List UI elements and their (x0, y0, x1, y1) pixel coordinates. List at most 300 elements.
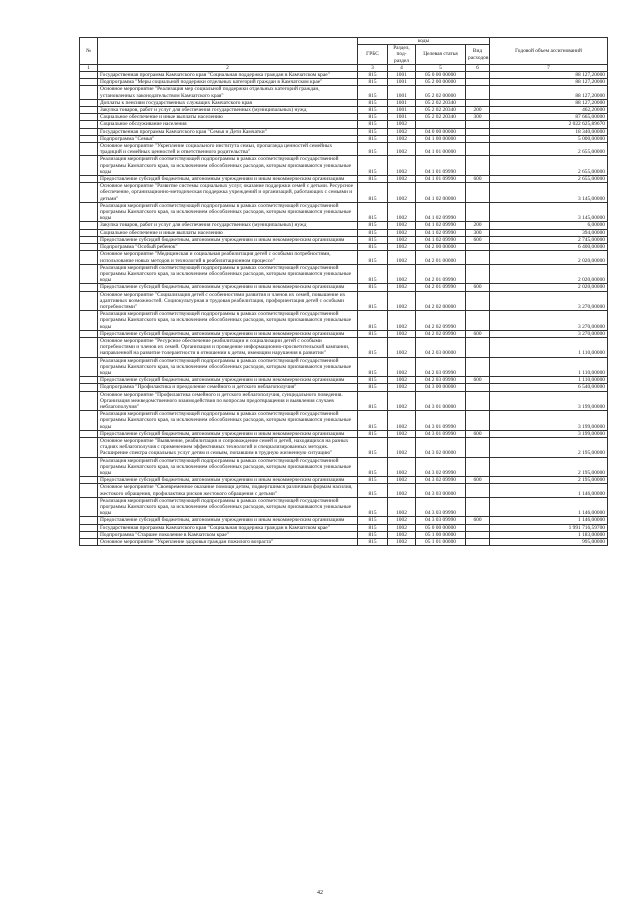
expense-type-code (466, 497, 490, 517)
item-name: Предоставление субсидий бюджетным, автономным учреждениям и иным некоммерческим организациям (98, 377, 358, 384)
target-article-code: 04 2 03 09990 (416, 377, 466, 384)
expense-type-code: 600 (466, 477, 490, 484)
table-row (80, 176, 608, 183)
target-article-code: 04 2 02 00000 (416, 291, 466, 311)
expense-type-code (466, 484, 490, 497)
item-name: Реализация мероприятий соответствующей подпрограммы в рамках соответствующей государственной программы Камчатского края, за исключением обособленных расходов, которым присваиваются уникальные коды (98, 411, 358, 431)
table-row (80, 330, 608, 337)
row-number (80, 437, 98, 457)
target-article-code (416, 121, 466, 128)
header-codes: коды (358, 38, 490, 45)
razdel-code: 1002 (388, 437, 416, 457)
target-article-code: 04 3 03 00000 (416, 484, 466, 497)
table-row (80, 114, 608, 121)
expense-type-code (466, 128, 490, 135)
col-num: 2 (98, 64, 358, 71)
item-name: Основное мероприятие "Медицинская и социальная реабилитация детей с особыми потребностями, использование новых методов и технологий в реабилитационном процессе" (98, 251, 358, 264)
column-number-row (80, 64, 608, 71)
col-num: 3 (358, 64, 388, 71)
expense-type-code (466, 337, 490, 357)
row-number (80, 391, 98, 411)
amount-value: 1 110,00000 (490, 377, 608, 384)
amount-value: 88 127,20000 (490, 72, 608, 79)
row-number (80, 86, 98, 99)
grbs-code: 815 (358, 539, 388, 546)
grbs-code: 815 (358, 156, 388, 176)
amount-value: 3 145,00000 (490, 202, 608, 222)
razdel-code: 1002 (388, 457, 416, 477)
amount-value: 6 400,00000 (490, 244, 608, 251)
expense-type-code (466, 135, 490, 142)
razdel-code: 1002 (388, 128, 416, 135)
amount-value: 3 270,00000 (490, 330, 608, 337)
target-article-code: 05 2 02 00000 (416, 86, 466, 99)
amount-value: 2 195,00000 (490, 477, 608, 484)
target-article-code: 04 1 02 09990 (416, 222, 466, 229)
col-num: 1 (80, 64, 98, 71)
item-name: Реализация мероприятий соответствующей подпрограммы в рамках соответствующей государственной программы Камчатского края, за исключением обособленных расходов, которым присваиваются уникальные коды (98, 202, 358, 222)
table-row (80, 143, 608, 156)
razdel-code: 1001 (388, 79, 416, 86)
item-name: Подпрограмма "Меры социальной поддержки отдельных категорий граждан в Камчатском крае" (98, 79, 358, 86)
col-num: 4 (388, 64, 416, 71)
header-row-1 (80, 38, 608, 45)
target-article-code: 04 3 01 09990 (416, 411, 466, 431)
table-row (80, 264, 608, 284)
target-article-code: 04 2 01 09990 (416, 284, 466, 291)
grbs-code: 815 (358, 86, 388, 99)
item-name: Основное мероприятие "Ресурсное обеспечение реабилитации и социализации детей с особыми потребностями и членов их семей. Организация и проведение информационно-просветительской кампании, направленной на развитие толерантности в отношении к детям, имеющим нарушения в развитии" (98, 337, 358, 357)
amount-value: 6 540,00000 (490, 384, 608, 391)
grbs-code: 815 (358, 497, 388, 517)
table-row (80, 236, 608, 243)
target-article-code: 05 2 02 20340 (416, 114, 466, 121)
row-number (80, 72, 98, 79)
item-name: Реализация мероприятий соответствующей подпрограммы в рамках соответствующей государственной программы Камчатского края, за исключением обособленных расходов, которым присваиваются уникальные коды (98, 497, 358, 517)
row-number (80, 107, 98, 114)
table-row (80, 229, 608, 236)
grbs-code: 815 (358, 524, 388, 531)
table-row (80, 107, 608, 114)
item-name: Основное мероприятие "Выявление, реабилитация и сопровождение семей и детей, находящихся на разных стадиях неблагополучия с применением эффективных технологий и специализированных методик. Расширение спектра социальных услуг детям и семьям, попавшим в трудную жизненную ситуацию" (98, 437, 358, 457)
expense-type-code: 200 (466, 107, 490, 114)
amount-value: 1 146,00000 (490, 517, 608, 524)
row-number (80, 291, 98, 311)
grbs-code: 815 (358, 531, 388, 538)
table-row (80, 128, 608, 135)
table-row (80, 72, 608, 79)
grbs-code: 815 (358, 291, 388, 311)
row-number (80, 244, 98, 251)
amount-value: 1 146,00000 (490, 497, 608, 517)
expense-type-code (466, 357, 490, 377)
table-row (80, 524, 608, 531)
amount-value: 3 199,00000 (490, 391, 608, 411)
grbs-code: 815 (358, 437, 388, 457)
item-name: Подпрограмма "Особый ребенок" (98, 244, 358, 251)
grbs-code: 815 (358, 330, 388, 337)
target-article-code: 05 0 00 00000 (416, 72, 466, 79)
expense-type-code (466, 457, 490, 477)
target-article-code: 04 3 01 00000 (416, 391, 466, 411)
row-number (80, 236, 98, 243)
razdel-code: 1002 (388, 337, 416, 357)
razdel-code: 1002 (388, 517, 416, 524)
table-row (80, 86, 608, 99)
item-name: Подпрограмма "Семья" (98, 135, 358, 142)
row-number (80, 357, 98, 377)
table-row (80, 477, 608, 484)
razdel-code: 1002 (388, 143, 416, 156)
grbs-code: 815 (358, 477, 388, 484)
target-article-code: 04 1 01 09990 (416, 176, 466, 183)
expense-type-code: 600 (466, 236, 490, 243)
razdel-code: 1002 (388, 477, 416, 484)
amount-value: 1 110,00000 (490, 357, 608, 377)
expense-type-code: 300 (466, 229, 490, 236)
amount-value: 1 991 716,59700 (490, 524, 608, 531)
target-article-code: 04 3 01 09990 (416, 430, 466, 437)
row-number (80, 229, 98, 236)
amount-value: 2 745,00000 (490, 236, 608, 243)
razdel-code: 1001 (388, 107, 416, 114)
table-row (80, 497, 608, 517)
table-row (80, 156, 608, 176)
amount-value: 88 127,20000 (490, 99, 608, 106)
table-row (80, 183, 608, 203)
grbs-code: 815 (358, 337, 388, 357)
expense-type-code (466, 156, 490, 176)
table-row (80, 517, 608, 524)
razdel-code: 1002 (388, 430, 416, 437)
row-number (80, 477, 98, 484)
item-name: Подпрограмма "Профилактика и преодоление семейного и детского неблагополучия" (98, 384, 358, 391)
razdel-code: 1002 (388, 357, 416, 377)
grbs-code: 815 (358, 411, 388, 431)
amount-value: 3 270,00000 (490, 291, 608, 311)
amount-value: 3 145,00000 (490, 183, 608, 203)
item-name: Основное мероприятие "Укрепление здоровья граждан пожилого возраста" (98, 539, 358, 546)
expense-type-code (466, 121, 490, 128)
amount-value: 88 127,20000 (490, 86, 608, 99)
target-article-code: 04 1 01 00000 (416, 143, 466, 156)
row-number (80, 79, 98, 86)
expense-type-code (466, 202, 490, 222)
grbs-code: 815 (358, 121, 388, 128)
table-row (80, 284, 608, 291)
item-name: Основное мероприятие "Реализация мер социальной поддержки отдельных категорий граждан, установленных законодательством Камчатского края" (98, 86, 358, 99)
col-num: 6 (466, 64, 490, 71)
target-article-code: 04 0 00 00000 (416, 128, 466, 135)
target-article-code: 04 2 02 09990 (416, 330, 466, 337)
target-article-code: 04 1 00 00000 (416, 135, 466, 142)
row-number (80, 384, 98, 391)
header-grbs: ГРБС (358, 45, 388, 65)
item-name: Предоставление субсидий бюджетным, автономным учреждениям и иным некоммерческим организациям (98, 517, 358, 524)
expense-type-code: 600 (466, 517, 490, 524)
expense-type-code (466, 72, 490, 79)
grbs-code: 815 (358, 384, 388, 391)
table-row (80, 222, 608, 229)
grbs-code: 815 (358, 311, 388, 331)
target-article-code: 04 1 02 09990 (416, 236, 466, 243)
razdel-code: 1002 (388, 411, 416, 431)
item-name: Предоставление субсидий бюджетным, автономным учреждениям и иным некоммерческим организациям (98, 176, 358, 183)
header-razdel: Раздел, под-раздел (388, 45, 416, 65)
razdel-code: 1002 (388, 291, 416, 311)
expense-type-code (466, 391, 490, 411)
header-name (98, 38, 358, 65)
amount-value: 394,00000 (490, 229, 608, 236)
amount-value: 5 000,00000 (490, 135, 608, 142)
target-article-code: 04 3 02 09990 (416, 477, 466, 484)
razdel-code: 1002 (388, 135, 416, 142)
target-article-code: 05 2 02 20340 (416, 99, 466, 106)
target-article-code: 05 1 00 00000 (416, 531, 466, 538)
expense-type-code: 600 (466, 377, 490, 384)
table-row (80, 99, 608, 106)
expense-type-code (466, 79, 490, 86)
header-amount: Годовой объем ассигнований (490, 38, 608, 65)
row-number (80, 524, 98, 531)
grbs-code: 815 (358, 357, 388, 377)
expense-type-code (466, 244, 490, 251)
row-number (80, 264, 98, 284)
table-row (80, 430, 608, 437)
table-row (80, 411, 608, 431)
grbs-code: 815 (358, 222, 388, 229)
row-number (80, 222, 98, 229)
table-row (80, 202, 608, 222)
expense-type-code (466, 311, 490, 331)
table-row (80, 377, 608, 384)
item-name: Подпрограмма "Старшее поколение в Камчатском крае" (98, 531, 358, 538)
row-number (80, 121, 98, 128)
expense-type-code (466, 539, 490, 546)
budget-table (79, 37, 608, 546)
item-name: Доплаты к пенсиям государственных служащих Камчатского края (98, 99, 358, 106)
target-article-code: 05 1 01 00000 (416, 539, 466, 546)
razdel-code: 1001 (388, 72, 416, 79)
row-number (80, 284, 98, 291)
grbs-code: 815 (358, 143, 388, 156)
amount-value: 3 199,00000 (490, 411, 608, 431)
table-row (80, 337, 608, 357)
table-row (80, 357, 608, 377)
target-article-code: 04 2 01 00000 (416, 251, 466, 264)
row-number (80, 183, 98, 203)
grbs-code: 815 (358, 457, 388, 477)
expense-type-code: 600 (466, 284, 490, 291)
row-number (80, 202, 98, 222)
row-number (80, 330, 98, 337)
target-article-code: 04 3 00 00000 (416, 384, 466, 391)
amount-value: 88 127,20000 (490, 79, 608, 86)
razdel-code: 1002 (388, 384, 416, 391)
expense-type-code (466, 264, 490, 284)
grbs-code: 815 (358, 135, 388, 142)
expense-type-code (466, 524, 490, 531)
target-article-code: 04 1 02 00000 (416, 183, 466, 203)
header-csr: Целевая статья (416, 45, 466, 65)
target-article-code: 04 1 02 09990 (416, 202, 466, 222)
grbs-code: 815 (358, 202, 388, 222)
item-name: Предоставление субсидий бюджетным, автономным учреждениям и иным некоммерческим организациям (98, 330, 358, 337)
razdel-code: 1002 (388, 176, 416, 183)
razdel-code: 1002 (388, 183, 416, 203)
amount-value: 2 020,00000 (490, 264, 608, 284)
grbs-code: 815 (358, 264, 388, 284)
razdel-code: 1001 (388, 99, 416, 106)
amount-value: 2 022 625,89670 (490, 121, 608, 128)
expense-type-code: 300 (466, 114, 490, 121)
amount-value: 2 655,00000 (490, 143, 608, 156)
table-row (80, 291, 608, 311)
table-row (80, 311, 608, 331)
item-name: Государственная программа Камчатского края "Социальная поддержка граждан в Камчатском крае" (98, 524, 358, 531)
row-number (80, 135, 98, 142)
razdel-code: 1002 (388, 497, 416, 517)
expense-type-code (466, 531, 490, 538)
row-number (80, 377, 98, 384)
page-number: 42 (317, 890, 323, 896)
target-article-code: 04 1 02 09990 (416, 229, 466, 236)
grbs-code: 815 (358, 391, 388, 411)
razdel-code: 1002 (388, 330, 416, 337)
grbs-code: 815 (358, 79, 388, 86)
target-article-code: 04 2 03 09990 (416, 357, 466, 377)
col-num: 7 (490, 64, 608, 71)
row-number (80, 251, 98, 264)
item-name: Предоставление субсидий бюджетным, автономным учреждениям и иным некоммерческим организациям (98, 284, 358, 291)
table-row (80, 251, 608, 264)
table-row (80, 135, 608, 142)
target-article-code: 04 3 02 09990 (416, 457, 466, 477)
item-name: Реализация мероприятий соответствующей подпрограммы в рамках соответствующей государственной программы Камчатского края, за исключением обособленных расходов, которым присваиваются уникальные коды (98, 156, 358, 176)
razdel-code: 1002 (388, 531, 416, 538)
razdel-code: 1002 (388, 222, 416, 229)
item-name: Социальное обслуживание населения (98, 121, 358, 128)
razdel-code: 1002 (388, 284, 416, 291)
expense-type-code (466, 411, 490, 431)
expense-type-code (466, 384, 490, 391)
expense-type-code: 600 (466, 176, 490, 183)
row-number (80, 497, 98, 517)
target-article-code: 04 3 02 00000 (416, 437, 466, 457)
razdel-code: 1002 (388, 156, 416, 176)
row-number (80, 156, 98, 176)
grbs-code: 815 (358, 236, 388, 243)
razdel-code: 1002 (388, 244, 416, 251)
razdel-code: 1002 (388, 377, 416, 384)
row-number (80, 337, 98, 357)
table-row (80, 79, 608, 86)
grbs-code: 815 (358, 229, 388, 236)
amount-value: 995,00000 (490, 539, 608, 546)
razdel-code: 1002 (388, 539, 416, 546)
target-article-code: 04 3 03 09990 (416, 497, 466, 517)
row-number (80, 430, 98, 437)
target-article-code: 05 2 02 20340 (416, 107, 466, 114)
item-name: Основное мероприятие "Развитие системы социальных услуг, оказание поддержки семей с детьми. Ресурсное обеспечение, организационно-методическая поддержка учреждений и организаций, работающих с семьями и детьми" (98, 183, 358, 203)
grbs-code: 815 (358, 484, 388, 497)
item-name: Реализация мероприятий соответствующей подпрограммы в рамках соответствующей государственной программы Камчатского края, за исключением обособленных расходов, которым присваиваются уникальные коды (98, 264, 358, 284)
amount-value: 2 195,00000 (490, 437, 608, 457)
razdel-code: 1002 (388, 236, 416, 243)
expense-type-code (466, 99, 490, 106)
grbs-code: 815 (358, 284, 388, 291)
table-row (80, 384, 608, 391)
razdel-code: 1002 (388, 264, 416, 284)
grbs-code: 815 (358, 183, 388, 203)
razdel-code: 1002 (388, 229, 416, 236)
item-name: Государственная программа Камчатского края "Социальная поддержка граждан в Камчатском крае" (98, 72, 358, 79)
expense-type-code (466, 143, 490, 156)
item-name: Реализация мероприятий соответствующей подпрограммы в рамках соответствующей государственной программы Камчатского края, за исключением обособленных расходов, которым присваиваются уникальные коды (98, 311, 358, 331)
item-name: Основное мероприятие "Своевременное оказание помощи детям, подвергшимся различным формам насилия, жестокого обращения, профилактика рисков жестокого обращения с детьми" (98, 484, 358, 497)
item-name: Закупка товаров, работ и услуг для обеспечения государственных (муниципальных) нужд (98, 107, 358, 114)
target-article-code: 04 2 01 09990 (416, 264, 466, 284)
amount-value: 18 340,00000 (490, 128, 608, 135)
item-name: Предоставление субсидий бюджетным, автономным учреждениям и иным некоммерческим организациям (98, 430, 358, 437)
item-name: Реализация мероприятий соответствующей подпрограммы в рамках соответствующей государственной программы Камчатского края, за исключением обособленных расходов, которым присваиваются уникальные коды (98, 457, 358, 477)
table-row (80, 457, 608, 477)
razdel-code: 1001 (388, 114, 416, 121)
amount-value: 2 020,00000 (490, 284, 608, 291)
amount-value: 1 110,00000 (490, 337, 608, 357)
table-row (80, 244, 608, 251)
table-row (80, 391, 608, 411)
razdel-code: 1002 (388, 251, 416, 264)
amount-value: 6,00000 (490, 222, 608, 229)
amount-value: 2 655,00000 (490, 176, 608, 183)
grbs-code: 815 (358, 72, 388, 79)
razdel-code: 1002 (388, 391, 416, 411)
row-number (80, 484, 98, 497)
item-name: Основное мероприятие "Профилактика семейного и детского неблагополучия, суицидального поведения. Организация межведомственного взаимодействия по вопросам предотвращения и выявления случаев неблагополучия" (98, 391, 358, 411)
row-number (80, 517, 98, 524)
amount-value: 3 199,00000 (490, 430, 608, 437)
table-row (80, 121, 608, 128)
item-name: Государственная программа Камчатского края "Семья и Дети Камчатки" (98, 128, 358, 135)
grbs-code: 815 (358, 114, 388, 121)
item-name: Социальное обеспечение и иные выплаты населению (98, 229, 358, 236)
table-row (80, 437, 608, 457)
amount-value: 462,20000 (490, 107, 608, 114)
row-number (80, 539, 98, 546)
expense-type-code (466, 183, 490, 203)
row-number (80, 457, 98, 477)
grbs-code: 815 (358, 107, 388, 114)
item-name: Предоставление субсидий бюджетным, автономным учреждениям и иным некоммерческим организациям (98, 477, 358, 484)
grbs-code: 815 (358, 99, 388, 106)
table-row (80, 531, 608, 538)
expense-type-code (466, 291, 490, 311)
target-article-code: 04 2 03 00000 (416, 337, 466, 357)
col-num: 5 (416, 64, 466, 71)
target-article-code: 04 1 01 09990 (416, 156, 466, 176)
item-name: Социальное обеспечение и иные выплаты населению (98, 114, 358, 121)
table-row (80, 539, 608, 546)
target-article-code: 04 2 02 09990 (416, 311, 466, 331)
grbs-code: 815 (358, 244, 388, 251)
amount-value: 1 146,00000 (490, 484, 608, 497)
row-number (80, 531, 98, 538)
grbs-code: 815 (358, 176, 388, 183)
amount-value: 2 020,00000 (490, 251, 608, 264)
razdel-code: 1002 (388, 202, 416, 222)
row-number (80, 176, 98, 183)
